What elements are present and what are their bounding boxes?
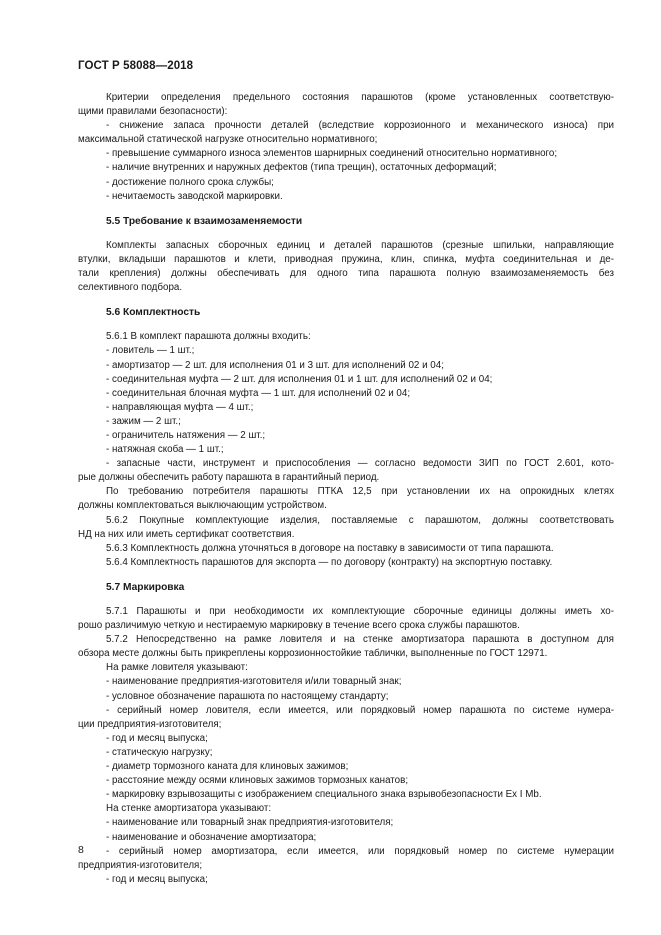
list-item: - превышение суммарного износа элементов шарнирных соединений относительно нормативного;	[106, 148, 558, 160]
paragraph: 5.6.3 Комплектность должна уточняться в договоре на поставку в зависимости от типа парашюта.	[106, 542, 554, 554]
list-item: - маркировку взрывозащиты с изображением специального знака взрывобезопасности Ex I Mb.	[106, 789, 542, 801]
paragraph: На стенке амортизатора указывают:	[106, 803, 272, 815]
paragraph: обзора месте должны быть прикреплены коррозионностойкие таблички, выполненные по ГОСТ 12971.	[78, 648, 548, 660]
list-item: - диаметр тормозного каната для клиновых зажимов;	[106, 761, 349, 773]
list-item: - соединительная блочная муфта — 1 шт. для исполнений 02 и 04;	[106, 387, 411, 399]
section-heading-5-5: 5.5 Требование к взаимозаменяемости	[106, 215, 303, 227]
list-item: - соединительная муфта — 2 шт. для исполнения 01 и 1 шт. для исполнений 02 и 04;	[106, 373, 493, 385]
paragraph: щими правилами безопасности):	[78, 106, 228, 118]
section-5-5	[78, 239, 614, 295]
paragraph: тали крепления) должны обеспечивать для одного типа парашюта полную взаимозаменяемость без	[78, 268, 614, 280]
paragraph: рошо различимую четкую и нестираемую маркировку в течение всего срока службы парашютов.	[78, 620, 520, 632]
list-item: - расстояние между осями клиновых зажимов тормозных канатов;	[106, 775, 409, 787]
list-item: - направляющая муфта — 4 шт.;	[106, 401, 254, 413]
list-item: - ограничитель натяжения — 2 шт.;	[106, 429, 266, 441]
page-number: 8	[78, 844, 84, 856]
criteria-block	[78, 91, 614, 204]
section-heading-5-6: 5.6 Комплектность	[106, 307, 201, 319]
list-item: - наименование и обозначение амортизатора;	[106, 831, 317, 843]
paragraph: 5.6.1 В комплект парашюта должны входить:	[106, 331, 311, 343]
list-item: - запасные части, инструмент и приспособления — согласно ведомости ЗИП по ГОСТ 2.601, кото-	[106, 458, 614, 470]
paragraph: втулки, вкладыши парашютов и клети, приводная пружина, клин, спинка, муфта соединительная и де-	[78, 253, 614, 265]
section-5-6	[78, 330, 614, 570]
list-item: - зажим — 2 шт.;	[106, 415, 181, 427]
paragraph: должны комплектоваться выключающим устройством.	[78, 500, 327, 512]
document-header: ГОСТ Р 58088—2018	[78, 60, 194, 72]
paragraph: На рамке ловителя указывают:	[106, 662, 248, 674]
paragraph: По требованию потребителя парашюты ПТКА 12,5 при установлении их на опрокидных клетях	[106, 486, 614, 498]
list-item-cont: предприятия-изготовителя;	[78, 859, 203, 871]
paragraph: селективного подбора.	[78, 282, 183, 294]
paragraph: 5.6.4 Комплектность парашютов для экспорта — по договору (контракту) на экспортную поставку.	[106, 556, 553, 568]
paragraph: 5.7.2 Непосредственно на рамке ловителя и на стенке амортизатора парашюта в доступном для	[106, 634, 614, 646]
list-item: - условное обозначение парашюта по настоящему стандарту;	[106, 690, 389, 702]
list-item: - наименование или товарный знак предприятия-изготовителя;	[106, 817, 394, 829]
list-item-cont: ции предприятия-изготовителя;	[78, 718, 222, 730]
paragraph: Критерии определения предельного состояния парашютов (кроме установленных соответствую-	[106, 92, 614, 103]
list-item: - достижение полного срока службы;	[106, 176, 274, 188]
paragraph: 5.6.2 Покупные комплектующие изделия, поставляемые с парашютом, должны соответствовать	[106, 514, 614, 526]
list-item: - нечитаемость заводской маркировки.	[106, 190, 283, 202]
paragraph: НД на них или иметь сертификат соответствия.	[78, 528, 295, 540]
paragraph: Комплекты запасных сборочных единиц и деталей парашютов (срезные шпильки, направляющие	[106, 239, 614, 251]
list-item: - натяжная скоба — 1 шт.;	[106, 444, 224, 456]
section-heading-5-7: 5.7 Маркировка	[106, 581, 185, 593]
paragraph: 5.7.1 Парашюты и при необходимости их комплектующие сборочные единицы должны иметь хо-	[106, 606, 614, 617]
list-item-cont: рые должны обеспечить работу парашюта в гарантийный период.	[78, 472, 380, 484]
list-item-cont: максимальной статической нагрузке относительно нормативного;	[78, 134, 378, 146]
list-item: - год и месяц выпуска;	[106, 732, 208, 744]
list-item: - амортизатор — 2 шт. для исполнения 01 и 3 шт. для исполнений 02 и 04;	[106, 359, 444, 371]
section-5-7	[78, 605, 614, 887]
list-item: - наличие внутренних и наружных дефектов (типа трещин), остаточных деформаций;	[106, 162, 497, 174]
list-item: - серийный номер ловителя, если имеется, или порядковый номер парашюта по системе нумера-	[106, 704, 614, 716]
list-item: - год и месяц выпуска;	[106, 873, 208, 885]
list-item: - наименование предприятия-изготовителя и/или товарный знак;	[106, 676, 402, 688]
list-item: - ловитель — 1 шт.;	[106, 345, 195, 357]
list-item: - снижение запаса прочности деталей (вследствие коррозионного и механического износа) при	[106, 120, 614, 132]
list-item: - серийный номер амортизатора, если имеется, или порядковый номер по системе нумерации	[106, 845, 614, 857]
list-item: - статическую нагрузку;	[106, 746, 213, 758]
page-content	[78, 91, 614, 887]
